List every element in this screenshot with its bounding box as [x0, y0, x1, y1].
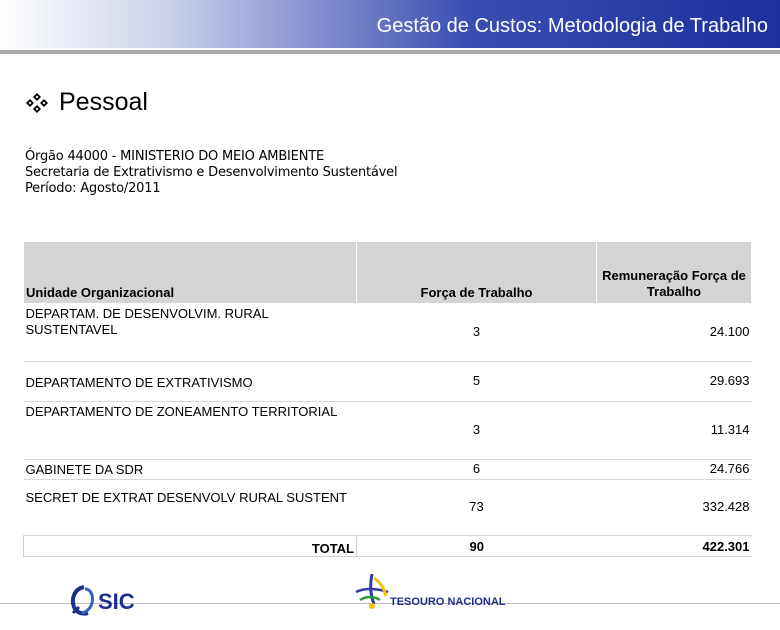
section-heading [25, 88, 148, 117]
tesouro-nacional-logo-text: TESOURO NACIONAL [390, 596, 506, 608]
cell-forca: 3 [357, 402, 597, 460]
table-row [24, 460, 752, 480]
col-header-unidade: Unidade Organizacional [24, 242, 357, 304]
secretaria-line: Secretaria de Extrativismo e Desenvolvimento Sustentável [25, 165, 398, 180]
table-row [24, 304, 752, 362]
cell-unidade: SECRET DE EXTRAT DESENVOLV RURAL SUSTENT [24, 480, 357, 536]
total-forca: 90 [357, 536, 597, 557]
workforce-table [23, 241, 752, 557]
cell-forca: 6 [357, 460, 597, 480]
diamond-bullet-icon [25, 92, 49, 114]
col-header-remuneracao: Remuneração Força de Trabalho [597, 242, 752, 304]
cell-remuneracao: 24.766 [597, 460, 752, 480]
cell-unidade: GABINETE DA SDR [24, 460, 357, 480]
sic-logo-text: SIC [98, 589, 135, 614]
col-header-forca: Força de Trabalho [357, 242, 597, 304]
cell-remuneracao: 29.693 [597, 362, 752, 402]
periodo-line: Período: Agosto/2011 [25, 181, 161, 196]
cell-remuneracao: 11.314 [597, 402, 752, 460]
cell-unidade: DEPARTAMENTO DE EXTRATIVISMO [24, 362, 357, 402]
page-title: Gestão de Custos: Metodologia de Trabalho [376, 15, 768, 37]
sic-logo [70, 583, 145, 617]
tesouro-nacional-logo [350, 570, 520, 620]
table-row [24, 480, 752, 536]
table-row [24, 362, 752, 402]
cell-unidade: DEPARTAM. DE DESENVOLVIM. RURAL SUSTENTAVEL [24, 304, 357, 362]
report-meta [25, 149, 397, 197]
orgao-line: Órgão 44000 - MINISTERIO DO MEIO AMBIENTE [25, 149, 324, 164]
cell-remuneracao: 24.100 [597, 304, 752, 362]
cell-forca: 3 [357, 304, 597, 362]
cell-unidade: DEPARTAMENTO DE ZONEAMENTO TERRITORIAL [24, 402, 357, 460]
cell-forca: 5 [357, 362, 597, 402]
cell-remuneracao: 332.428 [597, 480, 752, 536]
total-remuneracao: 422.301 [597, 536, 752, 557]
total-label: TOTAL [24, 536, 357, 557]
table-total-row [24, 536, 752, 557]
table-header-row [24, 242, 752, 304]
header-divider [0, 50, 780, 54]
cell-forca: 73 [357, 480, 597, 536]
table-row [24, 402, 752, 460]
section-title: Pessoal [59, 88, 148, 116]
